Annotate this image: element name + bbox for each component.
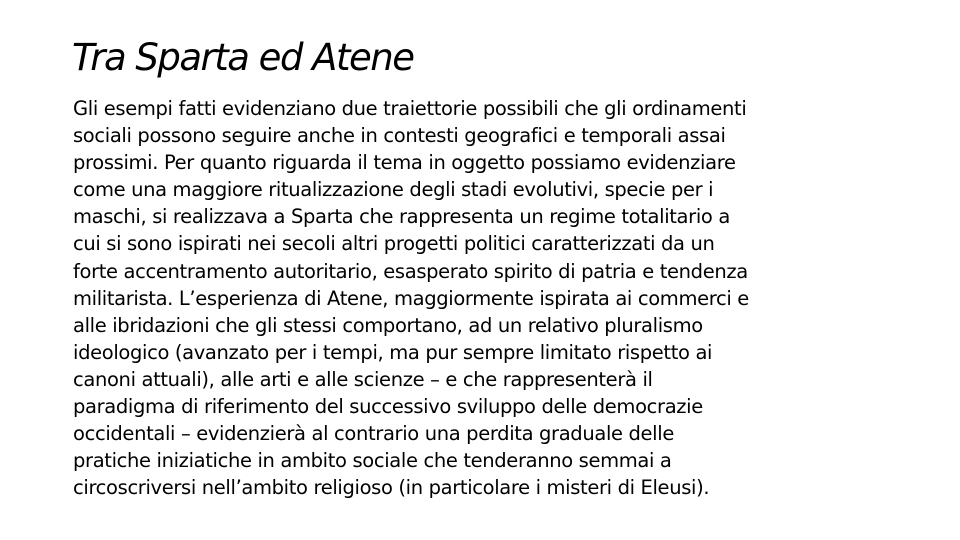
slide-title: Tra Sparta ed Atene [72,36,414,79]
body-line: forte accentramento autoritario, esasperato spirito di patria e tendenza [73,259,748,283]
body-line: pratiche iniziatiche in ambito sociale che tenderanno semmai a [73,449,672,473]
slide-body [73,95,903,501]
body-line: militarista. L’esperienza di Atene, maggiormente ispirata ai commerci e [73,286,749,310]
body-line: Gli esempi fatti evidenziano due traiettorie possibili che gli ordinamenti [73,97,747,120]
body-line: cui si sono ispirati nei secoli altri progetti politici caratterizzati da un [73,232,715,256]
body-line: alle ibridazioni che gli stessi comportano, ad un relativo pluralismo [73,313,703,337]
body-line: canoni attuali), alle arti e alle scienze – e che rappresenterà il [73,367,653,391]
body-line: ideologico (avanzato per i tempi, ma pur sempre limitato rispetto ai [73,340,713,364]
body-line: occidentali – evidenzierà al contrario una perdita graduale delle [73,422,674,446]
body-line: come una maggiore ritualizzazione degli stadi evolutivi, specie per i [73,178,714,202]
body-line: circoscriversi nell’ambito religioso (in particolare i misteri di Eleusi). [73,476,710,500]
body-line: maschi, si realizzava a Sparta che rappresenta un regime totalitario a [73,205,730,229]
body-line: prossimi. Per quanto riguarda il tema in oggetto possiamo evidenziare [73,151,736,175]
body-line: paradigma di riferimento del successivo sviluppo delle democrazie [73,395,703,419]
body-line: sociali possono seguire anche in contesti geografici e temporali assai [73,124,726,148]
